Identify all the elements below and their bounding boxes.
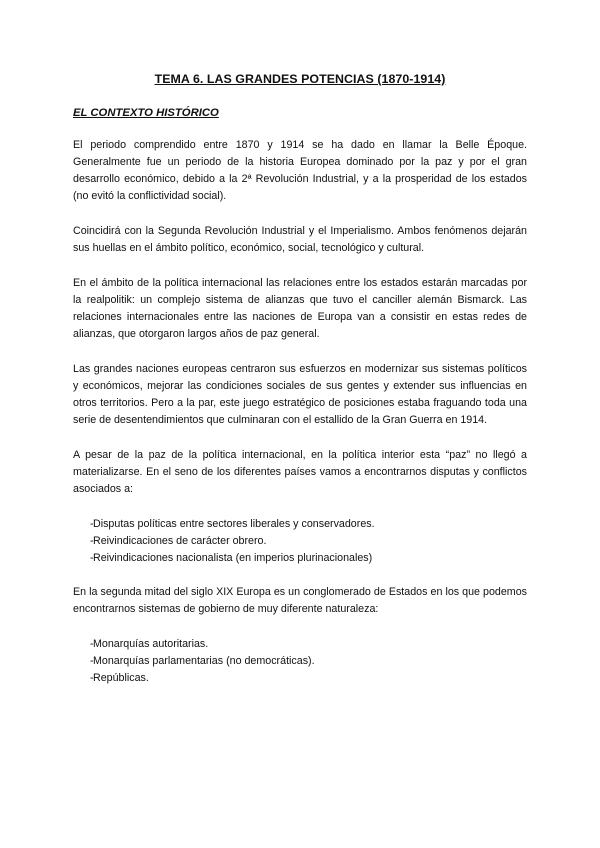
paragraph-6: En la segunda mitad del siglo XIX Europa es un conglomerado de Estados en los que podemos encontrarnos sistemas de gobierno de muy diferente naturaleza:	[73, 586, 527, 615]
bullet-dash: -	[90, 552, 94, 564]
paragraph-3: En el ámbito de la política internacional las relaciones entre los estados estarán marcadas por la realpolitik: un complejo sistema de alianzas que tuvo el canciller alemán Bismarck. Las relaciones internacionales entre las naciones de Europa van a consistir en estas redes de alianzas, que otorgaron largos años de paz general.	[73, 277, 527, 340]
section-heading: EL CONTEXTO HISTÓRICO	[73, 107, 219, 119]
bullet-dash: -	[90, 518, 94, 530]
government-systems-list	[73, 636, 527, 687]
list-item-text: Monarquías parlamentarias (no democráticas).	[93, 655, 315, 667]
bullet-dash: -	[90, 655, 94, 667]
list-item-text: Repúblicas.	[93, 672, 149, 684]
list-item	[73, 550, 527, 567]
list-item	[73, 636, 527, 653]
conflicts-list	[73, 516, 527, 567]
list-item-text: Reivindicaciones de carácter obrero.	[93, 535, 267, 547]
paragraph-2: Coincidirá con la Segunda Revolución Industrial y el Imperialismo. Ambos fenómenos dejarán sus huellas en el ámbito político, económico, social, tecnológico y cultural.	[73, 225, 527, 254]
list-item-text: Monarquías autoritarias.	[93, 638, 209, 650]
bullet-dash: -	[90, 535, 94, 547]
list-item	[73, 516, 527, 533]
list-item-text: Reivindicaciones nacionalista (en imperios plurinacionales)	[93, 552, 373, 564]
list-item	[73, 670, 527, 687]
document-title: TEMA 6. LAS GRANDES POTENCIAS (1870-1914)	[154, 72, 446, 86]
paragraph-4: Las grandes naciones europeas centraron sus esfuerzos en modernizar sus sistemas políticos y económicos, mejorar las condiciones sociales de sus gentes y extender sus influencias en otros territorios. Pero a la par, este juego estratégico de posiciones estaba fraguando toda una serie de desentendimientos que culminaran con el estallido de la Gran Guerra en 1914.	[73, 363, 527, 426]
list-item-text: Disputas políticas entre sectores liberales y conservadores.	[93, 518, 375, 530]
list-item	[73, 653, 527, 670]
list-item	[73, 533, 527, 550]
bullet-dash: -	[90, 672, 94, 684]
paragraph-5: A pesar de la paz de la política internacional, en la política interior esta “paz” no llegó a materializarse. En el seno de los diferentes países vamos a encontrarnos disputas y conflictos asociados a:	[73, 449, 527, 495]
bullet-dash: -	[90, 638, 94, 650]
paragraph-1: El periodo comprendido entre 1870 y 1914 se ha dado en llamar la Belle Époque. Generalmente fue un periodo de la historia Europea dominado por la paz y por el gran desarrollo económico, debido a la 2ª Revolución Industrial, y a la prosperidad de los estados (no evitó la conflictividad social).	[73, 139, 527, 202]
